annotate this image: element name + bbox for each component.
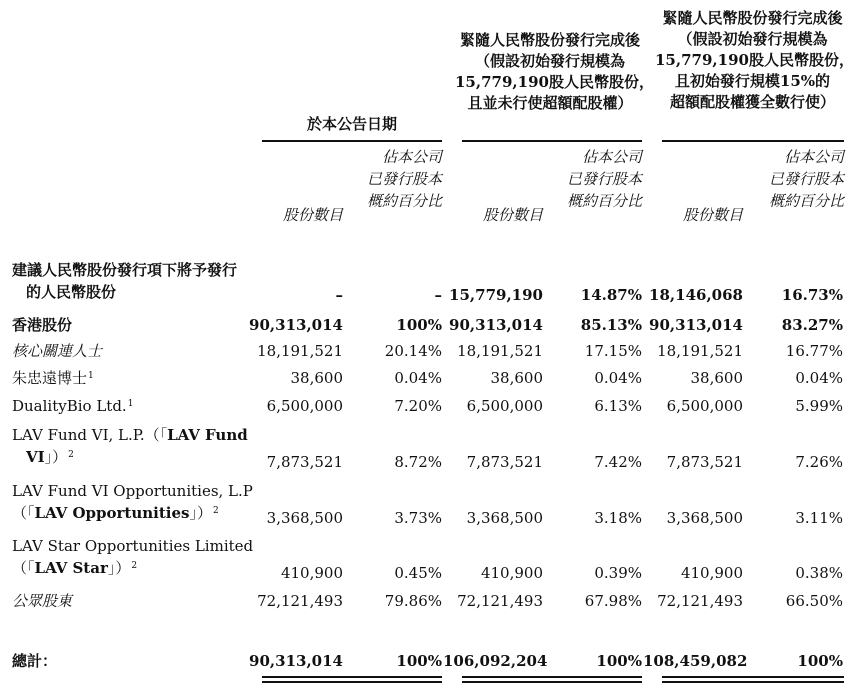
- table-cell: –: [434, 286, 442, 304]
- row-label-dr-zhu: 朱忠遠博士$^1$: [12, 369, 94, 387]
- table-cell: 79.86%: [384, 592, 442, 610]
- table-cell: 3.11%: [795, 509, 843, 527]
- table-cell: 17.15%: [584, 342, 642, 360]
- header-line: 超額配股權獲全數行使）: [669, 93, 835, 111]
- header-line: 且初始發行規模15%的: [674, 72, 831, 90]
- table-cell: 3,368,500: [466, 509, 543, 527]
- table-cell: 0.38%: [795, 564, 843, 582]
- table-cell: 7.20%: [394, 397, 442, 415]
- header-line: 且並未行使超額配股權）: [467, 94, 633, 112]
- table-cell: 18,191,521: [657, 342, 743, 360]
- table-cell: 7,873,521: [466, 453, 543, 471]
- table-cell: 18,146,068: [649, 286, 743, 304]
- table-cell: 3,368,500: [666, 509, 743, 527]
- table-cell: –: [335, 286, 343, 304]
- total-cell: 108,459,082: [643, 652, 748, 670]
- row-label-lav-fund-vi: LAV Fund VI, L.P.（「LAV Fund VI」）$^2$: [12, 426, 248, 466]
- header-rule-2: [462, 140, 642, 142]
- subheader-pct-2: 佔本公司 已發行股本 概約百分比: [566, 148, 642, 210]
- header-line: （假設初始發行規模為: [677, 30, 828, 48]
- total-rule-bot-2: [462, 681, 642, 683]
- table-cell: 410,900: [480, 564, 543, 582]
- subheader-shares-3: 股份數目: [682, 206, 743, 224]
- table-cell: 72,121,493: [257, 592, 343, 610]
- table-cell: 8.72%: [394, 453, 442, 471]
- table-cell: 6,500,000: [466, 397, 543, 415]
- table-cell: 0.04%: [594, 369, 642, 387]
- table-cell: 3.73%: [394, 509, 442, 527]
- row-label-rmb-shares: 建議人民幣股份發行項下將予發行 的人民幣股份: [12, 261, 238, 301]
- table-cell: 16.73%: [781, 286, 843, 304]
- total-rule-top-3: [662, 676, 844, 678]
- row-label-total: 總計：: [12, 652, 58, 670]
- table-cell: 20.14%: [384, 342, 442, 360]
- table-cell: 100%: [396, 316, 442, 334]
- header-full-overallotment: [655, 8, 854, 113]
- total-rule-top-2: [462, 676, 642, 678]
- total-cell: 100%: [797, 652, 843, 670]
- table-cell: 5.99%: [795, 397, 843, 415]
- table-cell: 83.27%: [781, 316, 843, 334]
- header-line: 緊隨人民幣股份發行完成後: [459, 31, 640, 49]
- header-rule-3: [662, 140, 844, 142]
- table-cell: 7.26%: [795, 453, 843, 471]
- total-rule-bot-1: [262, 681, 442, 683]
- table-cell: 0.04%: [795, 369, 843, 387]
- table-cell: 90,313,014: [649, 316, 743, 334]
- table-cell: 38,600: [490, 369, 543, 387]
- total-cell: 106,092,204: [443, 652, 548, 670]
- table-cell: 66.50%: [785, 592, 843, 610]
- table-cell: 410,900: [280, 564, 343, 582]
- table-cell: 18,191,521: [457, 342, 543, 360]
- table-cell: 3.18%: [594, 509, 642, 527]
- row-label-public: 公眾股東: [12, 592, 73, 610]
- table-cell: 38,600: [290, 369, 343, 387]
- table-cell: 6,500,000: [666, 397, 743, 415]
- total-rule-top-1: [262, 676, 442, 678]
- total-rule-bot-3: [662, 681, 844, 683]
- header-line: 15,779,190股人民幣股份，: [455, 73, 654, 91]
- total-cell: 90,313,014: [249, 652, 343, 670]
- row-label-hk-shares: 香港股份: [12, 316, 73, 334]
- table-cell: 7,873,521: [266, 453, 343, 471]
- table-cell: 0.45%: [394, 564, 442, 582]
- total-cell: 100%: [396, 652, 442, 670]
- header-line: 緊隨人民幣股份發行完成後: [662, 9, 843, 27]
- table-cell: 38,600: [690, 369, 743, 387]
- subheader-shares-1: 股份數目: [282, 206, 343, 224]
- row-label-core-connected: 核心關連人士: [12, 342, 103, 360]
- table-cell: 7.42%: [594, 453, 642, 471]
- header-rule-1: [262, 140, 442, 142]
- table-cell: 90,313,014: [449, 316, 543, 334]
- table-cell: 90,313,014: [249, 316, 343, 334]
- total-cell: 100%: [596, 652, 642, 670]
- header-current: [262, 114, 442, 135]
- header-line: 15,779,190股人民幣股份，: [655, 51, 854, 69]
- header-no-overallotment: [455, 30, 654, 114]
- table-cell: 410,900: [680, 564, 743, 582]
- table-cell: 14.87%: [580, 286, 642, 304]
- header-line: （假設初始發行規模為: [474, 52, 625, 70]
- table-cell: 85.13%: [580, 316, 642, 334]
- table-cell: 0.39%: [594, 564, 642, 582]
- subheader-pct-3: 佔本公司 已發行股本 概約百分比: [768, 148, 844, 210]
- table-cell: 0.04%: [394, 369, 442, 387]
- header-current-line: 於本公告日期: [306, 115, 397, 133]
- table-cell: 16.77%: [785, 342, 843, 360]
- row-label-lav-star: LAV Star Opportunities Limited （「LAV Star」）$^2$: [12, 537, 254, 577]
- row-label-lav-opportunities: LAV Fund VI Opportunities, L.P （「LAV Opportunities」）$^2$: [12, 482, 253, 522]
- subheader-shares-2: 股份數目: [482, 206, 543, 224]
- table-cell: 6.13%: [594, 397, 642, 415]
- table-cell: 18,191,521: [257, 342, 343, 360]
- table-cell: 3,368,500: [266, 509, 343, 527]
- subheader-pct-1: 佔本公司 已發行股本 概約百分比: [366, 148, 442, 210]
- table-cell: 67.98%: [584, 592, 642, 610]
- table-cell: 6,500,000: [266, 397, 343, 415]
- table-cell: 7,873,521: [666, 453, 743, 471]
- table-cell: 15,779,190: [449, 286, 543, 304]
- table-cell: 72,121,493: [657, 592, 743, 610]
- row-label-dualitybio: DualityBio Ltd.$^1$: [12, 397, 134, 415]
- table-cell: 72,121,493: [457, 592, 543, 610]
